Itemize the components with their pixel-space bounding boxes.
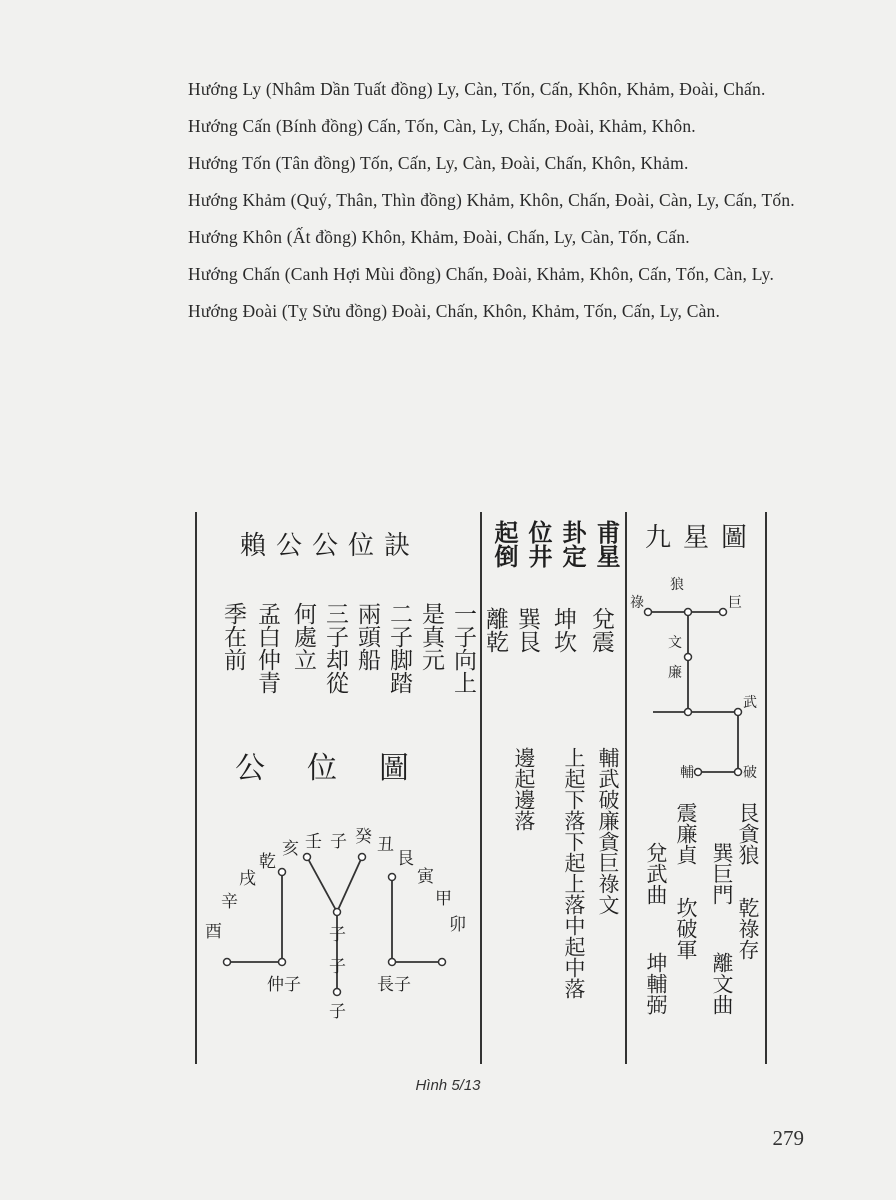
- arc-label: 乾: [259, 852, 276, 872]
- header-col: 卦定: [558, 520, 586, 568]
- star-col: 輔武破廉貪巨祿文: [596, 747, 620, 915]
- legend-col: 艮貪狼: [736, 802, 760, 865]
- legend-col: 兌武曲: [644, 842, 668, 905]
- page-number: 279: [772, 1126, 804, 1150]
- legend-col: 巽巨門: [710, 842, 734, 905]
- star-mark: 文: [668, 635, 682, 651]
- middle-headers: [485, 520, 621, 590]
- paragraph: Hướng Chấn (Canh Hợi Mùi đồng) Chấn, Đoài, Khảm, Khôn, Cấn, Tốn, Càn, Ly.: [188, 264, 775, 284]
- trigram-grid: [482, 607, 621, 717]
- verse-line: 是真元: [418, 602, 444, 671]
- arc-label: 寅: [417, 867, 434, 887]
- gongwei-diagram: [197, 812, 482, 1052]
- nine-star-diagram: [628, 567, 763, 797]
- star-mark: 武: [743, 695, 757, 711]
- paragraph: Hướng Tốn (Tân đồng) Tốn, Cấn, Ly, Càn, Đoài, Chấn, Khôn, Khảm.: [188, 153, 689, 173]
- arc-label: 子: [330, 832, 347, 852]
- header-col: 甫星: [592, 520, 620, 568]
- verse-block: [203, 602, 475, 732]
- son-label: 子: [329, 1002, 346, 1022]
- star-mark: 狼: [670, 577, 684, 593]
- son-label: 子: [329, 925, 346, 945]
- star-mark: 輔: [680, 765, 694, 781]
- arc-label: 艮: [397, 849, 414, 869]
- verse-line: 孟白仲青: [254, 602, 280, 694]
- verse-line: 兩頭船: [354, 602, 380, 671]
- verse-line: 何處立: [290, 602, 316, 671]
- trigram-col: 兌震: [588, 607, 614, 653]
- legend-col: 震廉貞: [674, 802, 698, 865]
- arc-label: 戌: [239, 869, 256, 889]
- trigram-col: 坤坎: [550, 607, 576, 653]
- paragraph-list: [148, 76, 798, 335]
- verse-line: 二子脚踏: [386, 602, 412, 694]
- arc-label: 酉: [205, 922, 222, 942]
- son-label: 長子: [377, 975, 411, 995]
- verse-line: 季在前: [220, 602, 246, 671]
- diagram-title: 公位圖: [235, 751, 451, 786]
- legend-col: 乾祿存: [736, 897, 760, 960]
- legend-col: 坤輔弼: [644, 952, 668, 1015]
- paragraph: Hướng Khảm (Quý, Thân, Thìn đồng) Khảm, Khôn, Chấn, Đoài, Càn, Ly, Cấn, Tốn.: [188, 190, 795, 210]
- star-col: 邊起邊落: [512, 747, 536, 831]
- star-mark: 廉: [668, 665, 682, 681]
- arc-label: 甲: [435, 889, 452, 909]
- paragraph: Hướng Khôn (Ất đồng) Khôn, Khảm, Đoài, Chấn, Ly, Càn, Tốn, Cấn.: [188, 227, 690, 247]
- divider-mid2: [625, 512, 627, 1064]
- arc-label: 壬: [305, 832, 322, 852]
- legend-col: 離文曲: [710, 952, 734, 1015]
- arc-label: 卯: [449, 915, 466, 935]
- paragraph: Hướng Ly (Nhâm Dần Tuất đồng) Ly, Càn, Tốn, Cấn, Khôn, Khảm, Đoài, Chấn.: [188, 79, 766, 99]
- nine-star-legend: [628, 802, 763, 1057]
- star-mark: 祿: [630, 595, 644, 611]
- paragraph: Hướng Cấn (Bính đồng) Cấn, Tốn, Càn, Ly, Chấn, Đoài, Khảm, Khôn.: [188, 116, 696, 136]
- figure-5-13: [185, 512, 775, 1064]
- star-sequence: [485, 747, 621, 1067]
- star-col: 上起下落下起上落中起中落: [562, 747, 586, 999]
- verse-line: 一子向上: [450, 602, 476, 694]
- figure-caption: Hình 5/13: [415, 1077, 481, 1094]
- paragraph: Hướng Đoài (Tỵ Sửu đồng) Đoài, Chấn, Khôn, Khảm, Tốn, Cấn, Ly, Càn.: [188, 301, 721, 321]
- left-panel-title: 賴公公位訣: [240, 531, 421, 561]
- legend-col: 坎破軍: [674, 897, 698, 960]
- divider-right: [765, 512, 767, 1064]
- header-col: 起倒: [490, 520, 518, 568]
- verse-line: 三子却從: [322, 602, 348, 694]
- right-panel-title: 九星圖: [645, 523, 760, 553]
- star-mark: 破: [743, 765, 757, 781]
- header-col: 位井: [524, 520, 552, 568]
- son-label: 子: [329, 957, 346, 977]
- star-mark: 巨: [728, 595, 742, 611]
- son-label: 仲子: [267, 975, 301, 995]
- trigram-col: 離乾: [482, 607, 508, 653]
- arc-label: 癸: [355, 827, 372, 847]
- arc-label: 亥: [282, 839, 299, 859]
- arc-label: 辛: [221, 892, 238, 912]
- arc-label: 丑: [377, 835, 394, 855]
- trigram-col: 巽艮: [514, 607, 540, 653]
